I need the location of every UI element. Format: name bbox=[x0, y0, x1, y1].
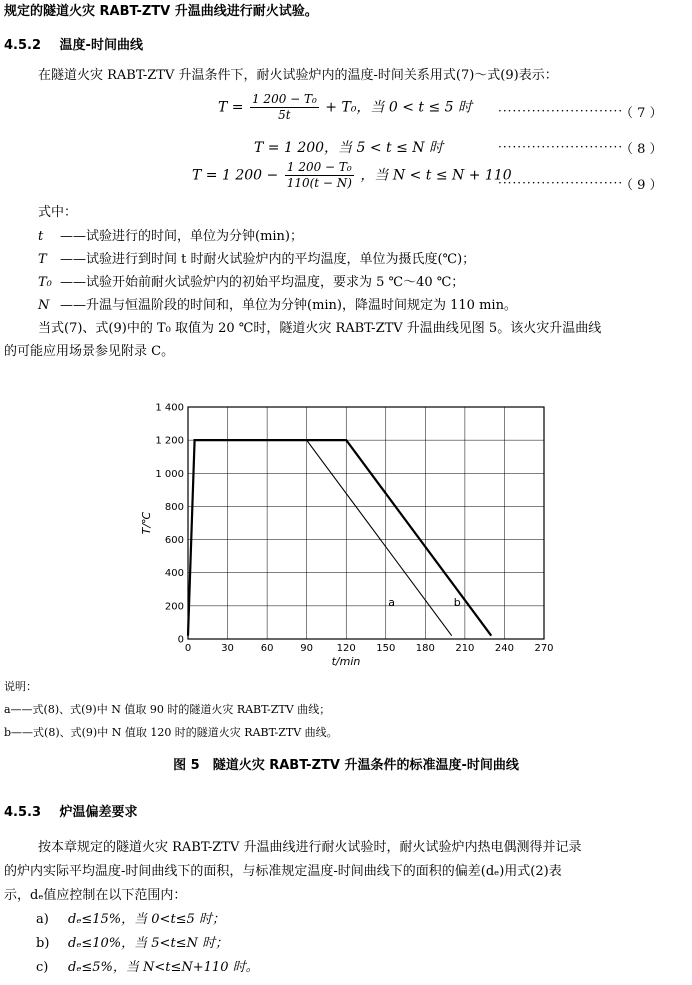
limit-item-b bbox=[36, 936, 228, 952]
paragraph-figure-ref-line1: 当式(7)、式(9)中的 T₀ 取值为 20 ℃时，隧道火灾 RABT-ZTV 升温曲线见图 5。该火灾升温曲线 bbox=[38, 321, 602, 336]
paragraph-deviation-line1: 按本章规定的隧道火灾 RABT-ZTV 升温曲线进行耐火试验时，耐火试验炉内热电偶测得并记录 bbox=[38, 840, 582, 855]
x-tick-label: 240 bbox=[494, 643, 514, 654]
chart-series bbox=[188, 440, 491, 636]
section-number: 4.5.2 bbox=[4, 38, 42, 53]
where-label: 式中： bbox=[38, 205, 78, 220]
y-tick-label: 1 200 bbox=[155, 435, 184, 447]
legend-item-a: a——式(8)、式(9)中 N 值取 90 时的隧道火灾 RABT-ZTV 曲线； bbox=[4, 703, 331, 716]
definition-symbol: T₀ bbox=[38, 275, 52, 290]
paragraph-deviation-line3: 示，dₑ值应控制在以下范围内： bbox=[4, 888, 187, 903]
limit-text: dₑ≤15%，当 0<t≤5 时； bbox=[68, 912, 225, 927]
definition-text: ——试验进行到时间 t 时耐火试验炉内的平均温度，单位为摄氏度(℃)； bbox=[60, 252, 476, 267]
eq9-leader-dots: ·························· bbox=[498, 176, 624, 190]
y-tick-label: 1 400 bbox=[155, 402, 184, 414]
limit-label: a) bbox=[36, 912, 49, 927]
definition-text: ——试验进行的时间，单位为分钟(min)； bbox=[60, 229, 304, 244]
eq7-rest: + T₀，当 0 < t ≤ 5 时 bbox=[325, 99, 473, 116]
section-title: 炉温偏差要求 bbox=[59, 805, 138, 820]
x-tick-label: 210 bbox=[455, 643, 475, 654]
eq9-fraction bbox=[285, 160, 354, 191]
eq9-number: （ 9 ） bbox=[620, 178, 663, 193]
eq7-numerator: 1 200 − T₀ bbox=[251, 92, 317, 106]
paragraph-figure-ref-line2: 的可能应用场景参见附录 C。 bbox=[4, 344, 175, 359]
chart-grid bbox=[188, 407, 544, 639]
definition-text: ——升温与恒温阶段的时间和，单位为分钟(min)，降温时间规定为 110 min。 bbox=[60, 298, 517, 313]
x-tick-label: 120 bbox=[336, 643, 356, 654]
intro-line: 规定的隧道火灾 RABT-ZTV 升温曲线进行耐火试验。 bbox=[4, 4, 318, 19]
definition-text: ——试验开始前耐火试验炉内的初始平均温度，要求为 5 ℃～40 ℃； bbox=[60, 275, 465, 290]
eq9-numerator: 1 200 − T₀ bbox=[285, 160, 354, 176]
x-tick-label: 60 bbox=[260, 643, 274, 654]
legend-title: 说明： bbox=[4, 680, 37, 693]
eq9-rest: ，当 N < t ≤ N + 110 bbox=[360, 167, 512, 184]
series-label-a: a bbox=[388, 595, 395, 609]
eq7-denominator: 5t bbox=[278, 108, 291, 122]
temperature-time-chart bbox=[0, 385, 692, 685]
section-title: 温度-时间曲线 bbox=[59, 38, 143, 53]
eq7-fraction bbox=[250, 92, 319, 123]
y-tick-label: 600 bbox=[164, 535, 184, 547]
x-tick-label: 150 bbox=[376, 643, 396, 654]
legend-item-b: b——式(8)、式(9)中 N 值取 120 时的隧道火灾 RABT-ZTV 曲线。 bbox=[4, 726, 338, 739]
series-line-b bbox=[188, 440, 491, 636]
eq7-leader-dots: ·························· bbox=[498, 104, 624, 118]
eq7-lhs: T = bbox=[218, 99, 244, 116]
definition-t bbox=[38, 229, 303, 245]
eq8-leader-dots: ·························· bbox=[498, 140, 624, 154]
limit-text: dₑ≤5%，当 N<t≤N+110 时。 bbox=[68, 960, 259, 975]
section-number: 4.5.3 bbox=[4, 805, 42, 820]
eq8-number: （ 8 ） bbox=[620, 142, 663, 157]
limit-text: dₑ≤10%，当 5<t≤N 时； bbox=[68, 936, 229, 951]
x-tick-label: 90 bbox=[300, 643, 314, 654]
y-tick-label: 1 000 bbox=[155, 468, 184, 480]
series-label-b: b bbox=[453, 595, 461, 609]
limit-item-a bbox=[36, 912, 225, 928]
equation-7 bbox=[218, 92, 472, 123]
y-tick-label: 0 bbox=[177, 634, 184, 646]
eq9-lhs: T = 1 200 − bbox=[192, 167, 279, 184]
definition-T bbox=[38, 252, 475, 268]
limit-label: c) bbox=[36, 960, 49, 975]
figure-caption: 图 5 隧道火灾 RABT-ZTV 升温条件的标准温度-时间曲线 bbox=[173, 758, 519, 773]
chart-frame bbox=[188, 407, 544, 639]
equation-9 bbox=[192, 160, 512, 191]
section-4-5-2-heading bbox=[4, 38, 143, 54]
definition-T0 bbox=[38, 275, 464, 291]
x-tick-label: 30 bbox=[221, 643, 234, 654]
limit-item-c bbox=[36, 960, 259, 976]
y-tick-label: 200 bbox=[164, 601, 184, 613]
x-tick-label: 0 bbox=[184, 643, 192, 654]
x-axis-label: t/min bbox=[331, 655, 361, 668]
definition-symbol: N bbox=[38, 298, 50, 313]
y-axis-label: T/℃ bbox=[140, 511, 153, 535]
definition-symbol: T bbox=[38, 252, 47, 267]
definition-N bbox=[38, 298, 517, 314]
y-tick-label: 800 bbox=[164, 501, 184, 513]
eq9-denominator: 110(t − N) bbox=[286, 176, 352, 190]
x-tick-label: 270 bbox=[534, 643, 554, 654]
paragraph-deviation-line2: 的炉内实际平均温度-时间曲线下的面积，与标准规定温度-时间曲线下的面积的偏差(dₑ)用式(2)表 bbox=[4, 864, 562, 879]
x-tick-label: 180 bbox=[415, 643, 435, 654]
eq7-number: （ 7 ） bbox=[620, 106, 663, 121]
equation-8: T = 1 200，当 5 < t ≤ N 时 bbox=[254, 140, 443, 156]
section-4-5-3-heading bbox=[4, 805, 138, 821]
y-tick-label: 400 bbox=[164, 568, 184, 580]
paragraph-equations-intro: 在隧道火灾 RABT-ZTV 升温条件下，耐火试验炉内的温度-时间关系用式(7)～式(9)表示： bbox=[38, 68, 558, 83]
definition-symbol: t bbox=[38, 229, 44, 244]
limit-label: b) bbox=[36, 936, 50, 951]
